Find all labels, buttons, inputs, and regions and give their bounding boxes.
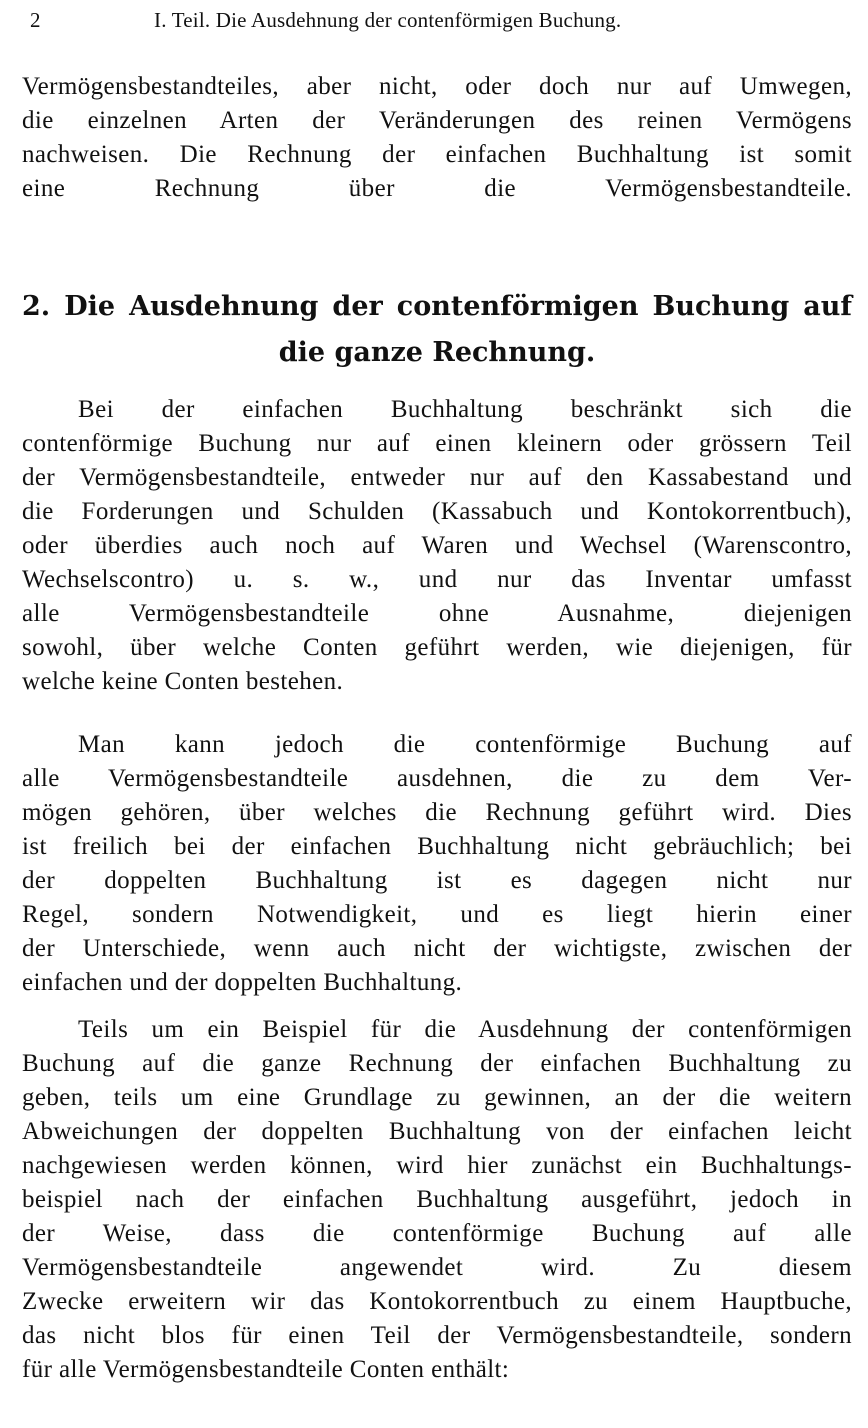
- intro-paragraph: [22, 70, 852, 206]
- text-line: der Unterschiede, wenn auch nicht der wichtigste, zwischen der: [22, 935, 852, 962]
- running-head: [30, 8, 850, 38]
- text-line: die einzelnen Arten der Veränderungen des reinen Vermögens: [22, 107, 852, 134]
- text-line: einfachen und der doppelten Buchhaltung.: [22, 969, 463, 996]
- text-line: welche keine Conten bestehen.: [22, 668, 344, 695]
- section-heading-line: die ganze Rechnung.: [278, 337, 596, 368]
- section-heading: [22, 284, 852, 376]
- text-line: Buchung auf die ganze Rechnung der einfachen Buchhaltung zu: [22, 1050, 852, 1077]
- text-line: nachgewiesen werden können, wird hier zunächst ein Buchhaltungs-: [22, 1152, 852, 1179]
- text-line: eine Rechnung über die Vermögensbestandteile.: [22, 175, 852, 202]
- text-line: geben, teils um eine Grundlage zu gewinnen, an der die weitern: [22, 1084, 852, 1111]
- text-line: Vermögensbestandteile angewendet wird. Zu diesem: [22, 1254, 852, 1281]
- text-line: Zwecke erweitern wir das Kontokorrentbuch zu einem Hauptbuche,: [22, 1288, 852, 1315]
- section-heading-line: 2. Die Ausdehnung der contenförmigen Buchung auf: [22, 291, 852, 322]
- text-line: ist freilich bei der einfachen Buchhaltung nicht gebräuchlich; bei: [22, 833, 852, 860]
- text-line: alle Vermögensbestandteile ohne Ausnahme, diejenigen: [22, 600, 852, 627]
- text-line: alle Vermögensbestandteile ausdehnen, die zu dem Ver-: [22, 765, 852, 792]
- text-line: der Vermögensbestandteile, entweder nur auf den Kassabestand und: [22, 464, 852, 491]
- paragraph: [22, 1013, 852, 1387]
- text-line: Abweichungen der doppelten Buchhaltung von der einfachen leicht: [22, 1118, 852, 1145]
- text-line: contenförmige Buchung nur auf einen kleinern oder grössern Teil: [22, 430, 852, 457]
- text-line: Wechselscontro) u. s. w., und nur das Inventar umfasst: [22, 566, 852, 593]
- text-line: Bei der einfachen Buchhaltung beschränkt sich die: [78, 396, 852, 423]
- text-line: die Forderungen und Schulden (Kassabuch und Kontokorrentbuch),: [22, 498, 852, 525]
- text-line: beispiel nach der einfachen Buchhaltung ausgeführt, jedoch in: [22, 1186, 852, 1213]
- paragraph: [22, 728, 852, 1000]
- text-line: der Weise, dass die contenförmige Buchung auf alle: [22, 1220, 852, 1247]
- paragraph: [22, 393, 852, 699]
- text-line: Teils um ein Beispiel für die Ausdehnung der contenförmigen: [78, 1016, 852, 1043]
- text-line: sowohl, über welche Conten geführt werden, wie diejenigen, für: [22, 634, 852, 661]
- text-line: Regel, sondern Notwendigkeit, und es liegt hierin einer: [22, 901, 852, 928]
- text-line: der doppelten Buchhaltung ist es dagegen nicht nur: [22, 867, 852, 894]
- text-line: nachweisen. Die Rechnung der einfachen Buchhaltung ist somit: [22, 141, 852, 168]
- text-line: das nicht blos für einen Teil der Vermögensbestandteile, sondern: [22, 1322, 852, 1349]
- text-line: oder überdies auch noch auf Waren und Wechsel (Warenscontro,: [22, 532, 852, 559]
- running-title: I. Teil. Die Ausdehnung der contenförmigen Buchung.: [154, 8, 622, 32]
- page-number: 2: [30, 8, 41, 32]
- text-line: für alle Vermögensbestandteile Conten enthält:: [22, 1356, 510, 1383]
- text-line: mögen gehören, über welches die Rechnung geführt wird. Dies: [22, 799, 852, 826]
- text-line: Man kann jedoch die contenförmige Buchung auf: [78, 731, 852, 758]
- text-line: Vermögensbestandteiles, aber nicht, oder doch nur auf Umwegen,: [22, 73, 852, 100]
